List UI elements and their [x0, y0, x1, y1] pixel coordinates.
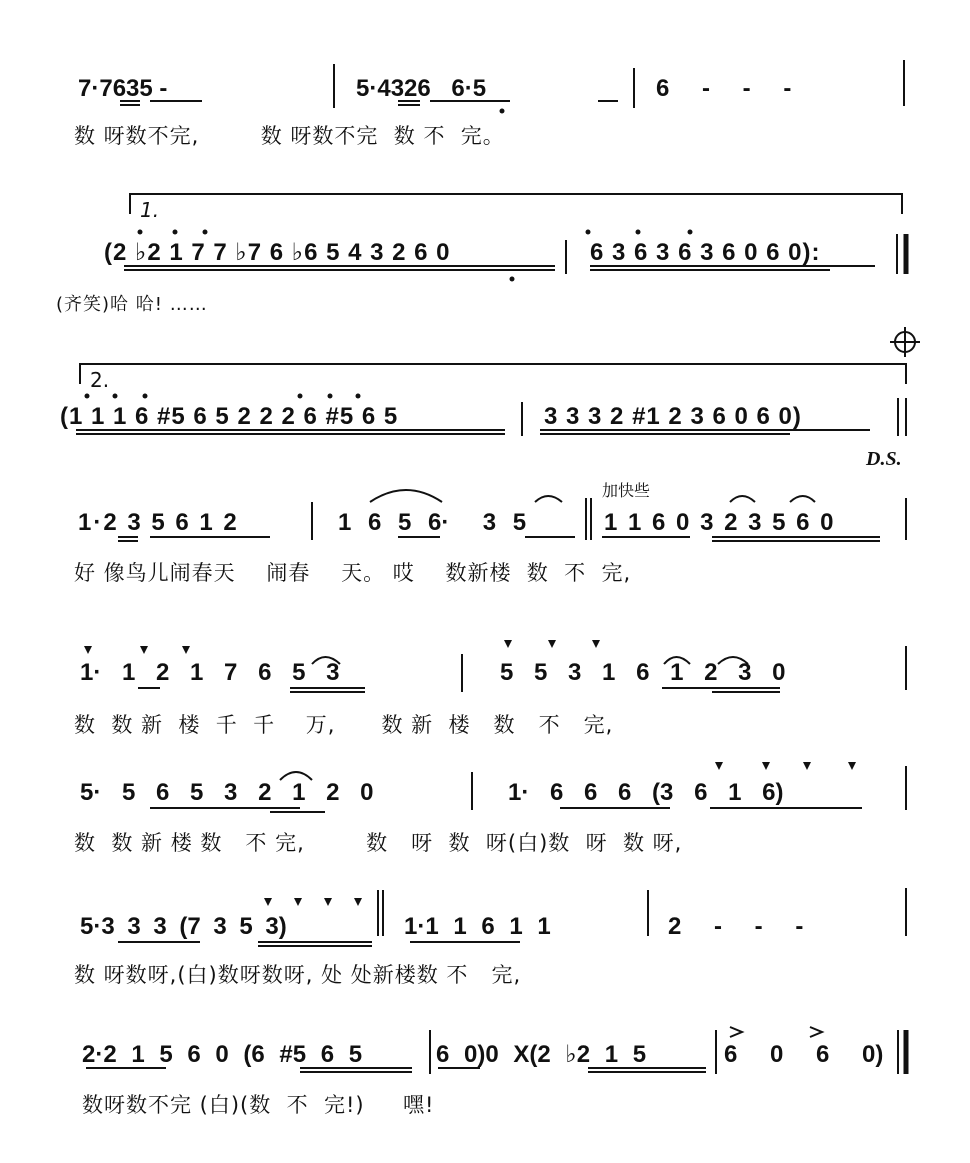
row1-measure2: 5·4326 6·5 [356, 75, 487, 102]
row2-measure2: 6 3 6 3 6 3 6 0 6 0): [590, 239, 821, 266]
row7-measure1: 5·3 3 3 (7 3 5 3) [80, 913, 287, 940]
ds-marking: D.S. [866, 448, 902, 470]
row7-measure2: 1·1 1 6 1 1 [404, 913, 551, 940]
volta-2-label: 2. [90, 368, 110, 392]
row5-lyrics: 数 数 新 楼 千 千 万, 数 新 楼 数 不 完, [74, 713, 614, 737]
row8-measure1: 2·2 1 5 6 0 (6 #5 6 5 [82, 1041, 363, 1068]
row3-measure2: 3 3 3 2 #1 2 3 6 0 6 0) [544, 403, 802, 430]
row7-measure3: 2 - - - [668, 913, 804, 940]
coda-icon [893, 330, 917, 354]
row5-measure2: 5 5 3 1 6 1 2 3 0 [500, 659, 786, 686]
row4-measure3: 1 1 6 0 3 2 3 5 6 0 [604, 509, 836, 536]
row4-measure1: 1·2 3 5 6 1 2 [78, 509, 239, 536]
row3-measure1: (1 1 1 6 #5 6 5 2 2 2 6 #5 6 5 [60, 403, 399, 430]
volta-1-label: 1. [140, 198, 160, 222]
row1-lyrics: 数 呀数不完, 数 呀数不完 数 不 完。 [74, 124, 505, 148]
row8-lyrics: 数呀数不完 (白)(数 不 完!) 嘿! [82, 1093, 435, 1117]
row4-lyrics: 好 像鸟儿闹春天 闹春 天。 哎 数新楼 数 不 完, [74, 561, 632, 585]
row6-measure2: 1· 6 6 6 (3 6 1 6) [508, 779, 784, 806]
row6-lyrics: 数 数 新 楼 数 不 完, 数 呀 数 呀(白)数 呀 数 呀, [74, 831, 683, 855]
row1-measure1: 7·7635 - [78, 75, 168, 102]
row1-measure3: 6 - - - [656, 75, 792, 102]
row5-measure1: 1· 1 2 1 7 6 5 3 [80, 659, 340, 686]
row8-measure3: 6 0 6 0) [724, 1041, 884, 1068]
row7-lyrics: 数 呀数呀,(白)数呀数呀, 处 处新楼数 不 完, [74, 963, 522, 987]
tempo-marking: 加快些 [602, 481, 651, 500]
row2-measure1: (2 ♭2 1 7 7 ♭7 6 ♭6 5 4 3 2 6 0 [104, 239, 451, 266]
row2-lyrics: (齐笑)哈 哈! …… [56, 294, 208, 315]
row8-measure2: 6 0)0 X(2 ♭2 1 5 [436, 1041, 647, 1068]
row6-measure1: 5· 5 6 5 3 2 1 2 0 [80, 779, 374, 806]
row4-measure2: 1 6 5 6· 3 5 [338, 509, 527, 536]
